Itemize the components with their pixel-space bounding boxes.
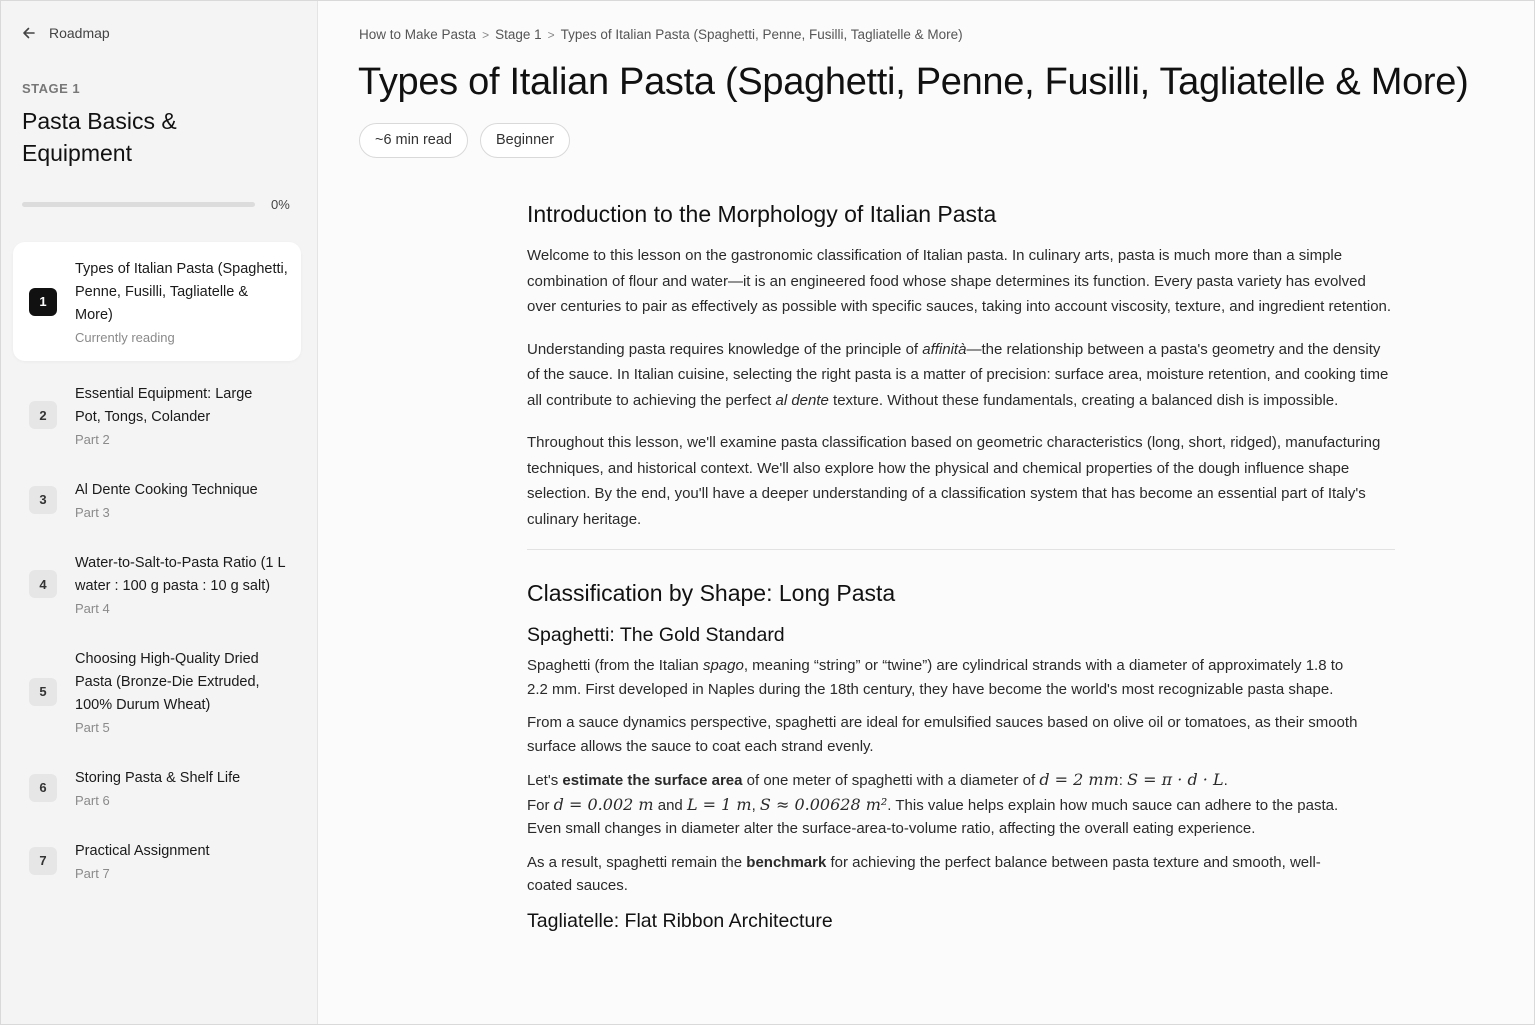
lesson-part: Part 3	[75, 505, 110, 520]
paragraph: Welcome to this lesson on the gastronomic classification of Italian pasta. In culinary arts, pasta is much more than a simple combination of flour and water—it is an engineered food whose shape determines its function. Every pasta variety has evolved over centuries to pair as effectively as possible with specific sauces, taking into account viscosity, texture, and ingredient retention.	[527, 247, 1392, 315]
lesson-item-4[interactable]	[13, 536, 301, 632]
lesson-number: 3	[29, 486, 57, 514]
lesson-part: Part 6	[75, 793, 110, 808]
lesson-article	[527, 199, 1395, 940]
subsection-heading-spaghetti: Spaghetti: The Gold Standard	[527, 624, 785, 646]
formula-paragraph: Let's estimate the surface area of one meter of spaghetti with a diameter of d = 2 mm: S = π · d · L. For d = 0.002 m and L = 1 m, S ≈ 0.00628 m². This value helps explain how much sauce can adhere to the pasta. Even small changes in diameter alter the surface-area-to-volume ratio, affecting the overall eating experience.	[527, 770, 1339, 837]
subsection-heading-tagliatelle: Tagliatelle: Flat Ribbon Architecture	[527, 909, 833, 932]
lesson-title: Types of Italian Pasta (Spaghetti, Penne, Fusilli, Tagliatelle & More)	[75, 261, 288, 323]
paragraph: Understanding pasta requires knowledge of the principle of affinità—the relationship between a pasta's geometry and the density of the sauce. In Italian cuisine, selecting the right pasta is a matter of precision: surface area, moisture retention, and cooking time all contribute to achieving the perfect al dente texture. Without these fundamentals, creating a balanced dish is impossible.	[527, 340, 1389, 409]
paragraph: As a result, spaghetti remain the benchmark for achieving the perfect balance between pasta texture and smooth, well-coated sauces.	[527, 853, 1321, 894]
lesson-item-1[interactable]	[13, 242, 301, 361]
breadcrumb-separator: >	[482, 27, 490, 42]
sidebar	[1, 1, 318, 1024]
lesson-number: 6	[29, 774, 57, 802]
stage-label: STAGE 1	[22, 81, 81, 96]
lesson-item-7[interactable]	[13, 824, 301, 897]
lesson-number: 5	[29, 678, 57, 706]
lesson-title: Essential Equipment: Large Pot, Tongs, Colander	[75, 386, 253, 425]
lesson-item-3[interactable]	[13, 463, 301, 536]
lesson-title: Water-to-Salt-to-Pasta Ratio (1 L water : 100 g pasta : 10 g salt)	[75, 555, 286, 594]
lesson-part: Part 7	[75, 866, 110, 881]
paragraph: From a sauce dynamics perspective, spaghetti are ideal for emulsified sauces based on olive oil or tomatoes, as their smooth surface allows the sauce to coat each strand evenly.	[527, 714, 1358, 755]
lesson-number: 7	[29, 847, 57, 875]
lesson-title: Storing Pasta & Shelf Life	[75, 770, 241, 786]
lesson-item-2[interactable]	[13, 367, 301, 463]
page-title: Types of Italian Pasta (Spaghetti, Penne, Fusilli, Tagliatelle & More)	[358, 61, 1469, 103]
lesson-part: Part 2	[75, 432, 110, 447]
progress-percent: 0%	[271, 197, 290, 212]
lesson-part: Part 4	[75, 601, 110, 616]
lesson-number: 4	[29, 570, 57, 598]
lesson-title: Choosing High-Quality Dried Pasta (Bronze-Die Extruded, 100% Durum Wheat)	[75, 651, 260, 713]
lesson-list	[13, 242, 301, 897]
back-link-label: Roadmap	[49, 25, 110, 41]
lesson-tags	[359, 123, 570, 158]
lesson-title: Al Dente Cooking Technique	[75, 482, 258, 498]
lesson-item-5[interactable]	[13, 632, 301, 751]
difficulty-badge: Beginner	[480, 123, 570, 158]
math-expression: S = π · d · L	[1127, 770, 1224, 789]
back-to-roadmap-link[interactable]	[21, 25, 110, 41]
breadcrumb-item-course[interactable]: How to Make Pasta	[359, 27, 477, 42]
math-expression: L = 1 m	[686, 794, 752, 814]
section-heading-long-pasta: Classification by Shape: Long Pasta	[527, 580, 896, 606]
math-expression: d = 0.002 m	[553, 794, 654, 814]
read-time-badge: ~6 min read	[359, 123, 468, 158]
breadcrumb-item-current: Types of Italian Pasta (Spaghetti, Penne, Fusilli, Tagliatelle & More)	[560, 27, 963, 42]
paragraph: Throughout this lesson, we'll examine pasta classification based on geometric characteristics (long, short, ridged), manufacturing techniques, and historical context. We'll also explore how the physical and chemical properties of the dough influence shape selection. By the end, you'll have a deeper understanding of a classification system that has become an essential part of Italy's culinary heritage.	[527, 434, 1381, 528]
paragraph: Spaghetti (from the Italian spago, meaning “string” or “twine”) are cylindrical strands with a diameter of approximately 1.8 to 2.2 mm. First developed in Naples during the 18th century, they have become the world's most recognizable pasta shape.	[527, 657, 1344, 698]
main-content	[318, 1, 1534, 1024]
math-expression: S ≈ 0.00628 m²	[759, 794, 888, 814]
section-divider	[527, 549, 1395, 550]
breadcrumb-separator: >	[547, 27, 555, 42]
lesson-number: 2	[29, 401, 57, 429]
breadcrumb	[359, 27, 963, 42]
section-heading-intro: Introduction to the Morphology of Italian Pasta	[527, 201, 997, 227]
lesson-title: Practical Assignment	[75, 843, 210, 859]
lesson-status: Currently reading	[75, 330, 175, 345]
stage-title: Pasta Basics & Equipment	[22, 108, 177, 166]
stage-progress	[22, 197, 292, 212]
math-expression: d = 2 mm	[1039, 770, 1119, 789]
breadcrumb-item-stage[interactable]: Stage 1	[495, 27, 542, 42]
lesson-part: Part 5	[75, 720, 110, 735]
lesson-item-6[interactable]	[13, 751, 301, 824]
progress-track	[22, 202, 255, 207]
lesson-number: 1	[29, 288, 57, 316]
arrow-left-icon	[21, 25, 37, 41]
